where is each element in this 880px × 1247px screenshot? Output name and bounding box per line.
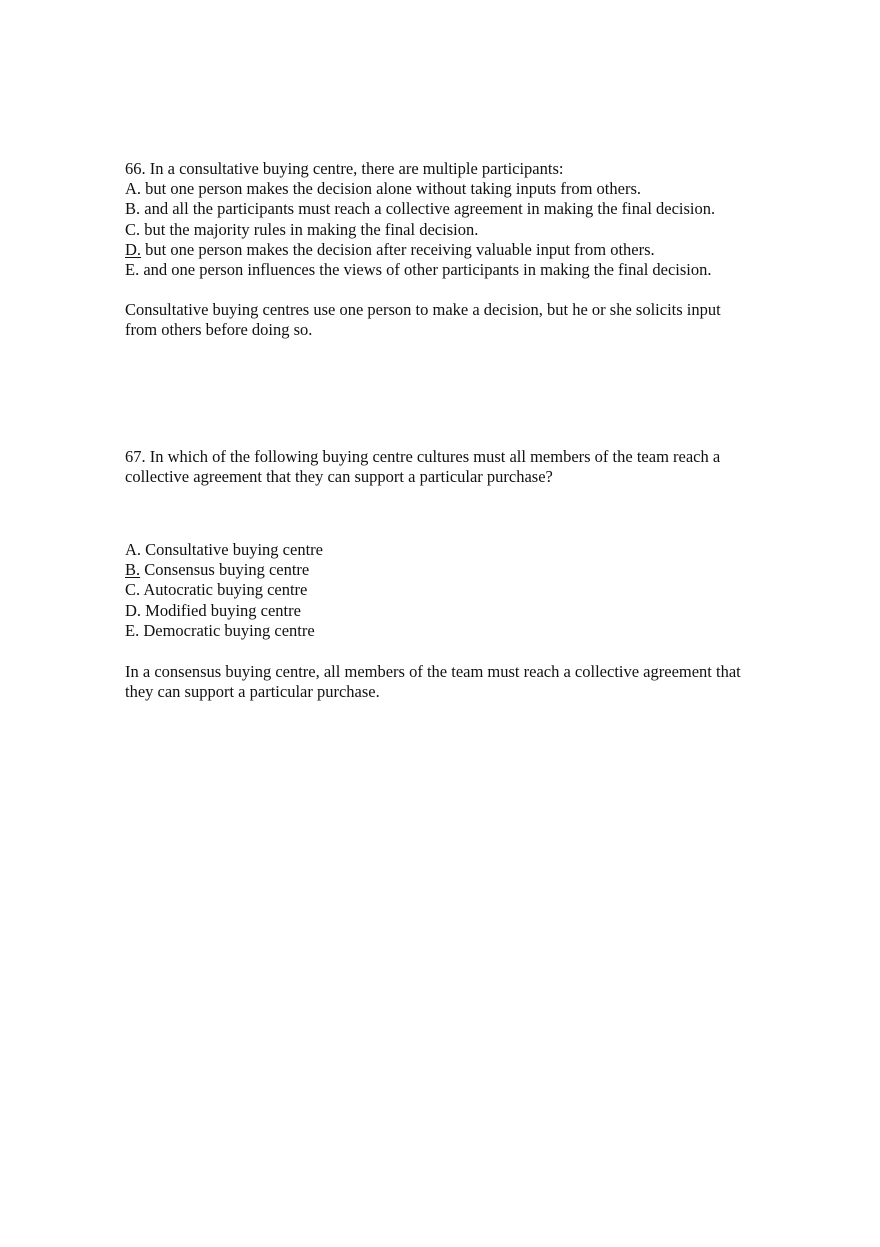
option-text: Consensus buying centre <box>140 560 310 580</box>
explanation-66 <box>125 300 815 340</box>
option-text: Democratic buying centre <box>139 620 315 640</box>
option-text: but one person makes the decision after receiving valuable input from others. <box>141 239 655 259</box>
option-letter-correct: D. <box>125 239 142 259</box>
question-67 <box>125 447 815 487</box>
question-stem: collective agreement that they can support a particular purchase? <box>125 467 553 487</box>
option-letter: E. <box>125 260 140 280</box>
option-letter: B. <box>125 199 141 219</box>
option-letter: C. <box>125 580 141 600</box>
option-letter: A. <box>125 179 142 199</box>
explanation-line: In a consensus buying centre, all members of the team must reach a collective agreement that <box>125 662 741 681</box>
question-stem: 66. In a consultative buying centre, there are multiple participants: <box>125 159 564 178</box>
answer-option <box>125 220 815 240</box>
answer-option-correct <box>125 560 815 580</box>
answer-option <box>125 260 815 280</box>
explanation-line: they can support a particular purchase. <box>125 682 380 702</box>
answer-option <box>125 199 815 219</box>
explanation-line: Consultative buying centres use one person to make a decision, but he or she solicits input <box>125 300 721 319</box>
option-text: Modified buying centre <box>141 600 301 620</box>
answer-option <box>125 540 815 560</box>
explanation-line: from others before doing so. <box>125 320 313 340</box>
answer-option <box>125 621 815 641</box>
option-text: but one person makes the decision alone without taking inputs from others. <box>141 179 641 199</box>
option-text: Autocratic buying centre <box>140 580 308 600</box>
explanation-67 <box>125 662 815 702</box>
option-text: and one person influences the views of other participants in making the final decision. <box>139 260 712 280</box>
option-text: but the majority rules in making the final decision. <box>140 219 479 239</box>
option-letter: D. <box>125 600 142 620</box>
option-text: Consultative buying centre <box>141 540 323 559</box>
answer-option <box>125 601 815 621</box>
answer-option-correct <box>125 240 815 260</box>
options-67 <box>125 540 815 641</box>
option-letter: A. <box>125 540 142 559</box>
option-letter-correct: B. <box>125 560 141 580</box>
option-letter: E. <box>125 620 140 640</box>
answer-option <box>125 179 815 199</box>
option-letter: C. <box>125 219 141 239</box>
answer-option <box>125 580 815 600</box>
question-66 <box>125 159 815 280</box>
question-stem: 67. In which of the following buying centre cultures must all members of the team reach a <box>125 447 721 466</box>
option-text: and all the participants must reach a collective agreement in making the final decision. <box>140 199 716 219</box>
